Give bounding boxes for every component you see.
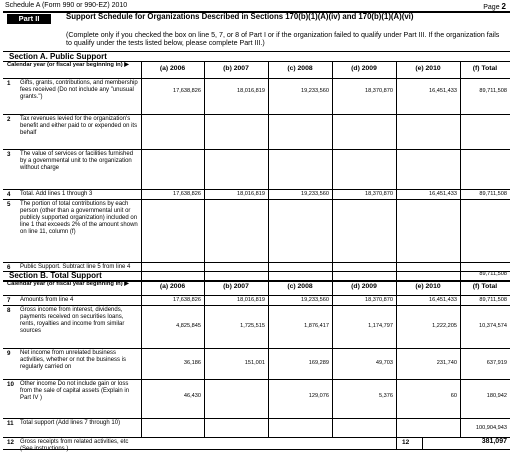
amount-cell: 18,016,819 (237, 191, 265, 197)
amount-cell: 49,703 (375, 360, 393, 366)
page-label: Page (483, 4, 500, 11)
amount-cell: 89,711,508 (479, 271, 507, 277)
line-description: The value of services or facilities furnished by a governmental unit to the organization without charge (20, 151, 134, 171)
line-number: 2 (7, 116, 11, 123)
amount-cell: 60 (450, 393, 457, 399)
column-divider (332, 280, 333, 437)
row-divider (3, 348, 510, 349)
row-divider (3, 262, 510, 263)
column-header: (b) 2007 (223, 282, 249, 290)
line-description: Amounts from line 4 (20, 297, 74, 303)
column-divider (141, 61, 142, 281)
amount-cell: 18,370,870 (365, 191, 393, 197)
amount-cell: 637,919 (486, 360, 507, 366)
column-divider (204, 61, 205, 281)
amount-cell: 16,451,433 (429, 191, 457, 197)
amount-cell: 89,711,508 (479, 191, 507, 197)
column-divider (204, 280, 205, 437)
column-header: (f) Total (472, 282, 498, 290)
column-header: (a) 2006 (159, 282, 186, 290)
column-header: (a) 2006 (159, 64, 186, 72)
amount-cell: 180,942 (486, 393, 507, 399)
line-number: 10 (7, 381, 14, 388)
amount-cell: 36,186 (183, 360, 201, 366)
amount-cell: 129,076 (308, 393, 329, 399)
line-number: 5 (7, 201, 11, 208)
column-divider (396, 437, 397, 449)
column-divider (268, 280, 269, 437)
line-description: Other income Do not include gain or loss from the sale of capital assets (Explain in Part IV ) (20, 381, 130, 401)
section-a-heading: Section A. Public Support (9, 52, 107, 61)
amount-cell: 4,825,845 (176, 323, 201, 329)
amount-cell: 151,001 (244, 360, 265, 366)
column-divider (332, 61, 333, 281)
line-12-box-number: 12 (402, 439, 410, 446)
page-number: 2 (501, 2, 506, 11)
line-number: 6 (7, 264, 11, 271)
row-divider (3, 305, 510, 306)
amount-cell: 19,233,560 (301, 191, 329, 197)
row-divider (3, 418, 510, 419)
column-divider (460, 61, 461, 281)
amount-cell: 1,222,205 (432, 323, 457, 329)
line-number: 8 (7, 307, 11, 314)
line-description: Gifts, grants, contributions, and membership fees received (Do not include any "unusual grants.") (20, 80, 138, 100)
column-header: (e) 2010 (415, 64, 441, 72)
schedule-a-page (3, 2, 510, 466)
amount-cell: 1,876,417 (304, 323, 329, 329)
amount-cell: 89,711,508 (479, 88, 507, 94)
amount-cell: 16,451,433 (429, 88, 457, 94)
column-header: (e) 2010 (415, 282, 441, 290)
column-header: (d) 2009 (351, 282, 377, 290)
column-header: (d) 2009 (351, 64, 377, 72)
form-reference: Schedule A (Form 990 or 990-EZ) 2010 (5, 2, 128, 9)
column-divider (460, 280, 461, 437)
calendar-year-label: Calendar year (or fiscal year beginning in) ▶ (7, 62, 129, 68)
row-divider (3, 114, 510, 115)
amount-cell: 18,370,870 (365, 88, 393, 94)
column-header: (f) Total (472, 64, 498, 72)
row-divider (3, 295, 510, 296)
column-header: (b) 2007 (223, 64, 249, 72)
amount-cell: 17,638,826 (173, 88, 201, 94)
calendar-year-label: Calendar year (or fiscal year beginning in) ▶ (7, 281, 129, 287)
line-number: 4 (7, 191, 11, 198)
row-divider (3, 149, 510, 150)
column-header: (c) 2008 (287, 64, 313, 72)
line-description: Net income from unrelated business activities, whether or not the business is regularly carried on (20, 350, 127, 370)
page-indicator (483, 2, 506, 11)
amount-cell: 10,374,574 (479, 323, 507, 329)
line-number: 9 (7, 350, 11, 357)
line-description: Total support (Add lines 7 through 10) (20, 420, 121, 426)
line-description: The portion of total contributions by each person (other than a governmental unit or publicly supported organization) included on line 1 that exceeds 2% of the amount shown on line 11, column (f) (20, 201, 138, 235)
amount-cell: 89,711,508 (479, 297, 507, 303)
column-divider (396, 280, 397, 437)
amount-cell: 100,904,943 (475, 425, 507, 431)
amount-cell: 5,376 (379, 393, 393, 399)
line-description: Gross income from interest, dividends, payments received on securities loans, rents, royalties and income from similar sources (20, 307, 125, 334)
page-header (3, 2, 510, 11)
line-number: 1 (7, 80, 11, 87)
line-description: Public Support. Subtract line 5 from line 4 (20, 264, 131, 270)
amount-cell: 169,289 (308, 360, 329, 366)
part-title: Support Schedule for Organizations Described in Sections 170(b)(1)(A)(iv) and 170(b)(1)(A)(vi) (66, 12, 414, 21)
line-description: Total. Add lines 1 through 3 (20, 191, 93, 197)
line-description: Tax revenues levied for the organization's benefit and either paid to or expended on its behalf (20, 116, 138, 136)
line-number: 11 (7, 420, 14, 427)
amount-cell: 1,174,797 (368, 323, 393, 329)
amount-cell: 17,638,826 (173, 297, 201, 303)
column-divider (141, 280, 142, 437)
line-number: 12 (7, 439, 14, 446)
amount-cell: 231,740 (436, 360, 457, 366)
line-12-amount: 381,097 (481, 438, 507, 445)
row-divider (3, 379, 510, 380)
line-number: 7 (7, 297, 11, 304)
amount-cell: 19,233,560 (301, 88, 329, 94)
row-divider (3, 78, 510, 79)
section-b-table (3, 280, 510, 466)
row-divider (3, 449, 510, 450)
amount-cell: 1,725,515 (240, 323, 265, 329)
amount-cell: 18,016,819 (237, 88, 265, 94)
amount-cell: 17,638,826 (173, 191, 201, 197)
section-b-heading: Section B. Total Support (9, 271, 102, 280)
amount-cell: 16,451,433 (429, 297, 457, 303)
amount-cell: 18,370,870 (365, 297, 393, 303)
amount-cell: 19,233,560 (301, 297, 329, 303)
row-divider (3, 189, 510, 190)
line-description: Gross receipts from related activities, etc (See instructions ) (20, 439, 129, 452)
column-divider (268, 61, 269, 281)
part-note: (Complete only if you checked the box on line 5, 7, or 8 of Part I or if the organization failed to qualify under Part III. If the organization fails to qualify under the tests listed below, please complete Part III.) (66, 31, 500, 47)
column-divider (396, 61, 397, 281)
amount-cell: 18,016,819 (237, 297, 265, 303)
line-number: 3 (7, 151, 11, 158)
part-tag: Part II (7, 14, 51, 24)
amount-cell: 46,430 (183, 393, 201, 399)
row-divider (3, 199, 510, 200)
column-header: (c) 2008 (287, 282, 313, 290)
